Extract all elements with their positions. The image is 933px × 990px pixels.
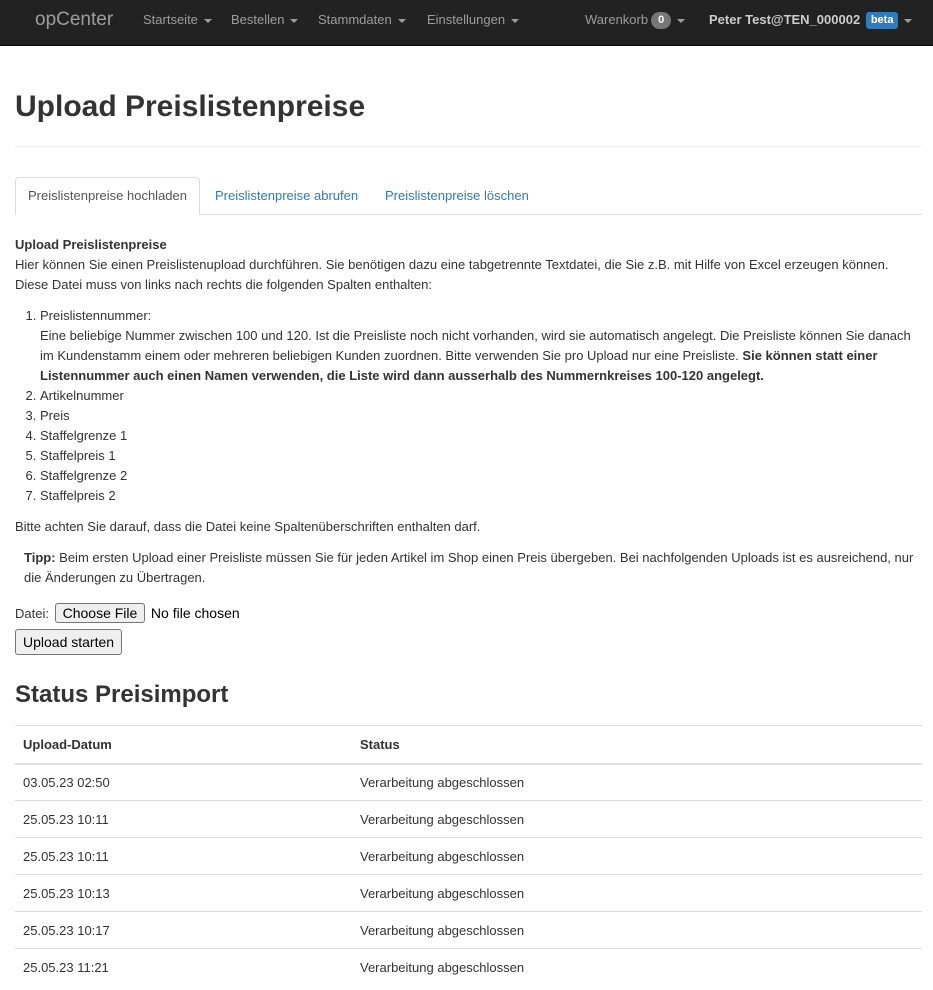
section-heading: Upload Preislistenpreise <box>15 237 167 252</box>
column-header-status: Status <box>352 726 922 764</box>
page-title: Upload Preislistenpreise <box>15 90 366 123</box>
list-item: 3. Preis <box>40 406 922 426</box>
status-cell: Verarbeitung abgeschlossen <box>352 801 922 838</box>
table-row <box>15 912 922 949</box>
list-item: 7. Staffelpreis 2 <box>40 486 922 506</box>
user-name: Peter Test@TEN_000002 <box>709 12 861 27</box>
table-row <box>15 764 922 801</box>
cart-label: Warenkorb <box>585 12 649 27</box>
tab-bar <box>15 177 922 215</box>
upload-date-cell: 25.05.23 10:13 <box>15 875 352 912</box>
top-navbar <box>0 0 933 46</box>
beta-badge: beta <box>866 12 899 29</box>
nav-startseite-label: Startseite <box>143 12 198 27</box>
nav-einstellungen[interactable] <box>427 12 519 27</box>
list-item: 2. Artikelnummer <box>40 386 922 406</box>
table-row <box>15 801 922 838</box>
status-table <box>15 725 922 986</box>
list-item-description <box>40 326 922 386</box>
chevron-down-icon <box>290 19 298 23</box>
nav-stammdaten[interactable] <box>318 12 406 27</box>
nav-startseite[interactable] <box>143 12 212 27</box>
columns-list <box>15 306 922 506</box>
upload-date-cell: 25.05.23 11:21 <box>15 949 352 986</box>
upload-start-button[interactable]: Upload starten <box>15 629 122 655</box>
list-item: 4. Staffelgrenze 1 <box>40 426 922 446</box>
file-label: Datei: <box>15 606 49 621</box>
list-item-bold-note: Sie können statt einer Listennummer auch einen Namen verwenden, die Liste wird dann ausserhalb des Nummernkreises 100-120 angelegt. <box>40 348 878 383</box>
chevron-down-icon <box>204 19 212 23</box>
tip-text: Beim ersten Upload einer Preisliste müssen Sie für jeden Artikel im Shop einen Preis übergeben. Bei nachfolgenden Uploads ist es ausreichend, nur die Änderungen zu Übertragen. <box>24 550 914 585</box>
intro-text: Hier können Sie einen Preislistenupload durchführen. Sie benötigen dazu eine tabgetrennte Textdatei, die Sie z.B. mit Hilfe von Excel erzeugen können. Diese Datei muss von links nach rechts die folgenden Spalten enthalten: <box>15 257 889 292</box>
column-header-upload-datum: Upload-Datum <box>15 726 352 764</box>
list-item: 5. Staffelpreis 1 <box>40 446 922 466</box>
nav-einstellungen-label: Einstellungen <box>427 12 506 27</box>
brand-logo[interactable]: opCenter <box>35 9 114 30</box>
status-cell: Verarbeitung abgeschlossen <box>352 949 922 986</box>
tab-preislistenpreise-hochladen[interactable]: Preislistenpreise hochladen <box>15 177 200 215</box>
file-input-row <box>15 603 240 623</box>
tab-preislistenpreise-loeschen[interactable]: Preislistenpreise löschen <box>385 188 529 203</box>
tip-label: Tipp: <box>24 550 56 565</box>
nav-user-menu[interactable] <box>709 12 912 29</box>
list-item-title: 1. Preislistennummer: <box>40 308 152 323</box>
file-status: No file chosen <box>150 605 240 621</box>
tip-box <box>24 548 914 588</box>
table-row <box>15 838 922 875</box>
table-row <box>15 875 922 912</box>
table-row <box>15 949 922 986</box>
status-cell: Verarbeitung abgeschlossen <box>352 875 922 912</box>
cart-count-badge: 0 <box>651 12 671 29</box>
chevron-down-icon <box>511 19 519 23</box>
table-header-row <box>15 726 922 764</box>
upload-date-cell: 25.05.23 10:11 <box>15 838 352 875</box>
list-item-description-text: Eine beliebige Nummer zwischen 100 und 120. Ist die Preisliste noch nicht vorhanden, wird sie automatisch angelegt. Die Preisliste können Sie danach im Kundenstamm einem oder mehreren beliebigen Kunden zuordnen. Bitte verwenden Sie pro Upload nur eine Preisliste. <box>40 328 911 363</box>
upload-date-cell: 25.05.23 10:11 <box>15 801 352 838</box>
status-cell: Verarbeitung abgeschlossen <box>352 912 922 949</box>
chevron-down-icon <box>398 19 406 23</box>
intro-section <box>15 235 922 295</box>
list-item <box>40 306 922 386</box>
nav-bestellen-label: Bestellen <box>231 12 285 27</box>
header-warning-note: Bitte achten Sie darauf, dass die Datei keine Spaltenüberschriften enthalten darf. <box>15 519 481 534</box>
chevron-down-icon <box>904 19 912 23</box>
status-cell: Verarbeitung abgeschlossen <box>352 838 922 875</box>
upload-date-cell: 25.05.23 10:17 <box>15 912 352 949</box>
chevron-down-icon <box>677 19 685 23</box>
choose-file-button[interactable]: Choose File <box>55 603 146 623</box>
nav-warenkorb[interactable] <box>585 12 685 29</box>
nav-stammdaten-label: Stammdaten <box>318 12 392 27</box>
status-section-title: Status Preisimport <box>15 681 229 708</box>
title-divider <box>15 146 922 147</box>
tab-preislistenpreise-abrufen[interactable]: Preislistenpreise abrufen <box>215 188 359 203</box>
status-cell: Verarbeitung abgeschlossen <box>352 764 922 801</box>
nav-bestellen[interactable] <box>231 12 298 27</box>
upload-date-cell: 03.05.23 02:50 <box>15 764 352 801</box>
list-item: 6. Staffelgrenze 2 <box>40 466 922 486</box>
